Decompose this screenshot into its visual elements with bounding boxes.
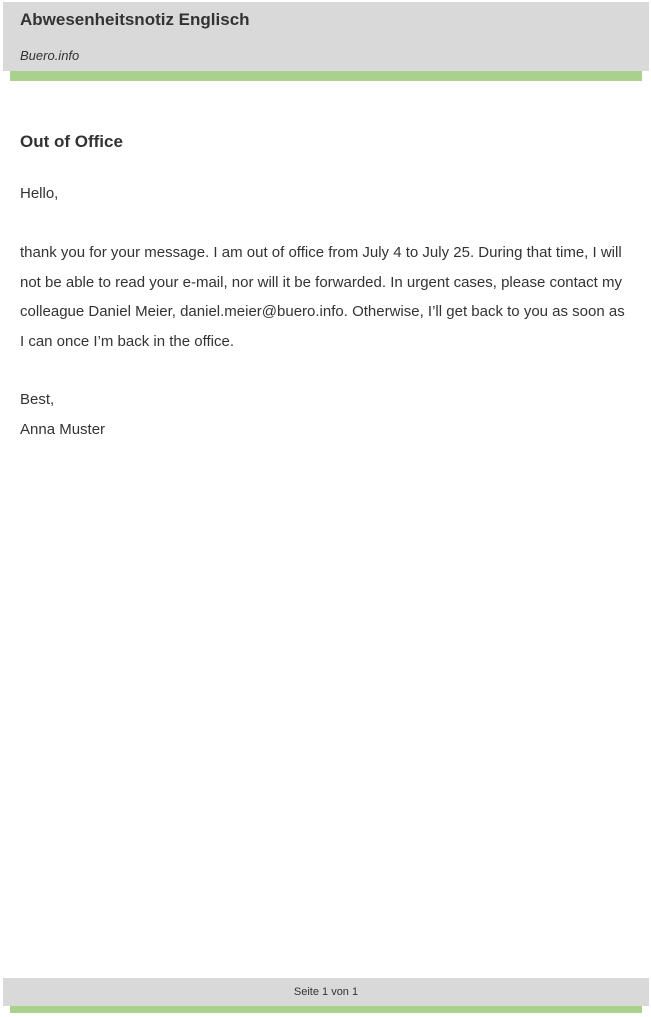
page-footer xyxy=(3,978,649,1006)
page-header xyxy=(3,2,649,71)
header-accent-bar xyxy=(10,71,642,81)
signature-name: Anna Muster xyxy=(20,421,106,438)
greeting-text: Hello, xyxy=(20,185,59,202)
message-paragraph: thank you for your message. I am out of office from July 4 to July 25. During that time, I will not be able to read your e-mail, nor will it be forwarded. In urgent cases, please contact my colleague Daniel Meier, daniel.meier@buero.info. Otherwise, I’ll get back to you as soon as I can once I’m back in the office. xyxy=(20,244,625,350)
footer-accent-bar xyxy=(10,1006,642,1013)
header-title: Abwesenheitsnotiz Englisch xyxy=(20,10,250,29)
document-heading: Out of Office xyxy=(20,132,123,151)
closing-text: Best, xyxy=(20,391,55,408)
header-subtitle: Buero.info xyxy=(20,48,80,63)
page-number-label: Seite 1 von 1 xyxy=(293,986,359,998)
